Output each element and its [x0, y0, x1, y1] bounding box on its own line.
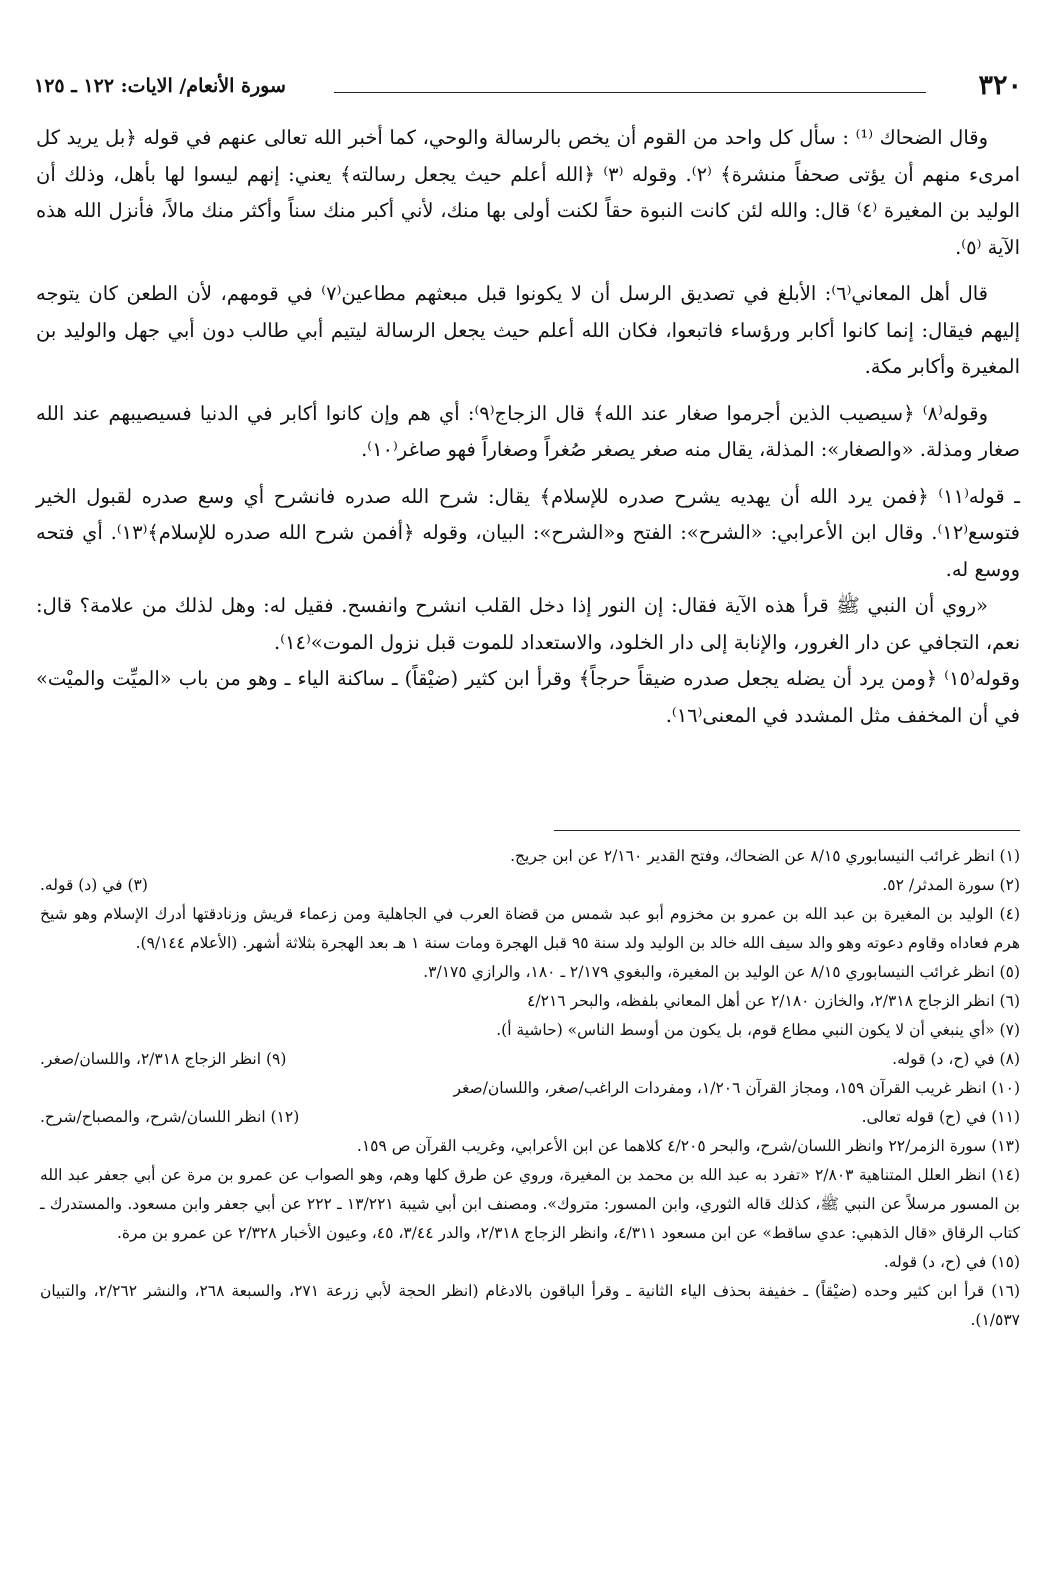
footnote-4: (٤) الوليد بن المغيرة بن عبد الله بن عمرو بن مخزوم أبو عبد شمس من قضاة العرب في الجاهلية ومن زعماء قريش وزنادقتها أدرك الإسلام وهو شيخ هرم فعاداه وقاوم دعوته وهو والد سيف الله خالد بن الوليد ولد سنة ٩٥ قبل الهجرة ومات سنة ١ هـ بعد الهجرة بثلاثة أشهر. (الأعلام ٩/١٤٤). [40, 905, 1020, 952]
footnote-12: (١٢) انظر اللسان/شرح، والمصباح/شرح. [40, 1108, 300, 1126]
footnote-5: (٥) انظر غرائب النيسابوري ٨/١٥ عن الوليد بن المغيرة، والبغوي ٢/١٧٩ ـ ١٨٠، والرازي ٣/١٧٥. [423, 963, 1020, 981]
footnote-2: (٢) سورة المدثر/ ٥٢. [882, 876, 1020, 894]
footnotes [40, 842, 1020, 1335]
running-title: سورة الأنعام/ الايات: ١٢٢ ـ ١٢٥ [34, 75, 286, 97]
footnote-6: (٦) انظر الزجاج ٢/٣١٨، والخازن ٢/١٨٠ عن أهل المعاني بلفظه، والبحر ٤/٢١٦ [527, 992, 1020, 1010]
footnote-1: (١) انظر غرائب النيسابوري ٨/١٥ عن الضحاك، وفتح القدير ٢/١٦٠ عن ابن جريج. [510, 847, 1020, 865]
paragraph-sharh: ـ قوله⁽١١⁾ ﴿فمن يرد الله أن يهديه يشرح صدره للإسلام﴾ يقال: شرح الله صدره فانشرح أي وسع صدره لقبول الخير فتوسع⁽١٢⁾. وقال ابن الأعرابي: «الشرح»: الفتح و«الشرح»: البيان، وقوله ﴿أفمن شرح الله صدره للإسلام﴾⁽١٣⁾. أي فتحه ووسع له. [36, 484, 1020, 581]
footnote-3: (٣) في (د) قوله. [40, 876, 148, 894]
paragraph-hadith: «روي أن النبي ﷺ قرأ هذه الآية فقال: إن النور إذا دخل القلب انشرح وانفسح. فقيل له: وهل لذلك من علامة؟ قال: نعم، التجافي عن دار الغرور، والإنابة إلى دار الخلود، والاستعداد للموت قبل نزول الموت»⁽١٤⁾. [36, 594, 1020, 654]
paragraph-maani: قال أهل المعاني⁽٦⁾: الأبلغ في تصديق الرسل أن لا يكونوا قبل مبعثهم مطاعين⁽٧⁾ في قومهم، لأن الطعن كان يتوجه إليهم فيقال: إنما كانوا أكابر ورؤساء فاتبعوا، فكان الله أعلم حيث يجعل الرسالة ليتيم أبي طالب دون أبي جهل والوليد بن المغيرة وأكابر مكة. [36, 282, 1020, 378]
paragraph-sighar: وقوله⁽٨⁾ ﴿سيصيب الذين أجرموا صغار عند الله﴾ قال الزجاج⁽٩⁾: أي هم وإن كانوا أكابر في الدنيا فسيصيبهم عند الله صغار ومذلة. «والصغار»: المذلة، يقال منه صغر يصغر صُغراً وصغاراً فهو صاغر⁽١٠⁾. [36, 401, 1020, 461]
footnote-13: (١٣) سورة الزمر/٢٢ وانظر اللسان/شرح، والبحر ٤/٢٠٥ كلاهما عن ابن الأعرابي، وغريب القرآن ص ١٥٩. [356, 1137, 1020, 1155]
footnote-row-2-3 [40, 871, 1020, 900]
page-number: ٣٢٠ [978, 70, 1022, 101]
footnote-7: (٧) «أي ينبغي أن لا يكون النبي مطاع قوم، بل يكون من أوسط الناس» (حاشية أ). [496, 1021, 1020, 1039]
main-text [36, 120, 1020, 744]
paragraph-dahhak: وقال الضحاك ⁽¹⁾ : سأل كل واحد من القوم أن يخص بالرسالة والوحي، كما أخبر الله تعالى عنهم في قوله ﴿بل يريد كل امرىء منهم أن يؤتى صحفاً منشرة﴾ ⁽٢⁾. وقوله ⁽٣⁾ ﴿الله أعلم حيث يجعل رسالته﴾ يعني: إنهم ليسوا لها بأهل، وذلك أن الوليد بن المغيرة ⁽٤⁾ قال: والله لئن كانت النبوة حقاً لكنت أولى بها منك، لأني أكبر منك سناً وأكثر منك مالاً، فأنزل الله هذه الآية ⁽٥⁾. [36, 126, 1020, 259]
footnote-separator [554, 830, 1020, 831]
footnote-16: (١٦) قرأ ابن كثير وحده (ضيْقاً) ـ خفيفة بحذف الياء الثانية ـ وقرأ الباقون بالادغام (انظر الحجة لأبي زرعة ٢٧١، والسبعة ٢٦٨، والنشر ٢/٢٦٢، والتبيان ١/٥٣٧). [40, 1282, 1020, 1329]
footnote-14: (١٤) انظر العلل المتناهية ٢/٨٠٣ «تفرد به عبد الله بن محمد بن المغيرة، وروي عن طرق كلها وهم، وهو الصواب عن عمرو بن مرة عن أبي جعفر عبد الله بن المسور مرسلاً عن النبي ﷺ، كذلك قاله الثوري، وابن المسور: متروك». ومصنف ابن أبي شيبة ١٣/٢٢١ ـ ٢٢٢ عن أبي جعفر وابن مسعود. والمستدرك ـ كتاب الرقاق «قال الذهبي: عدي ساقط» عن ابن مسعود ٤/٣١١، وانظر الزجاج ٢/٣١٨، والدر ٣/٤٤، ٤٥، وعيون الأخبار ٢/٣٢٨ عن عمرو بن مرة. [40, 1166, 1021, 1242]
footnote-11: (١١) في (ح) قوله تعالى. [861, 1108, 1020, 1126]
footnote-row-11-12 [40, 1103, 1020, 1132]
footnote-9: (٩) انظر الزجاج ٢/٣١٨، واللسان/صغر. [40, 1050, 287, 1068]
footnote-15: (١٥) في (ح، د) قوله. [883, 1253, 1020, 1271]
footnote-10: (١٠) انظر غريب القرآن ١٥٩، ومجاز القرآن ١/٢٠٦، ومفردات الراغب/صغر، واللسان/صغر [453, 1079, 1020, 1097]
footnote-row-8-9 [40, 1045, 1020, 1074]
page-header [34, 66, 1022, 106]
footnote-8: (٨) في (ح، د) قوله. [892, 1050, 1020, 1068]
header-rule [334, 92, 926, 93]
paragraph-dayyiq: وقوله⁽١٥⁾ ﴿ومن يرد أن يضله يجعل صدره ضيقاً حرجاً﴾ وقرأ ابن كثير (ضيْقاً) ـ ساكنة الياء ـ وهو من باب «الميِّت والميْت» في أن المخفف مثل المشدد في المعنى⁽١٦⁾. [36, 667, 1020, 727]
